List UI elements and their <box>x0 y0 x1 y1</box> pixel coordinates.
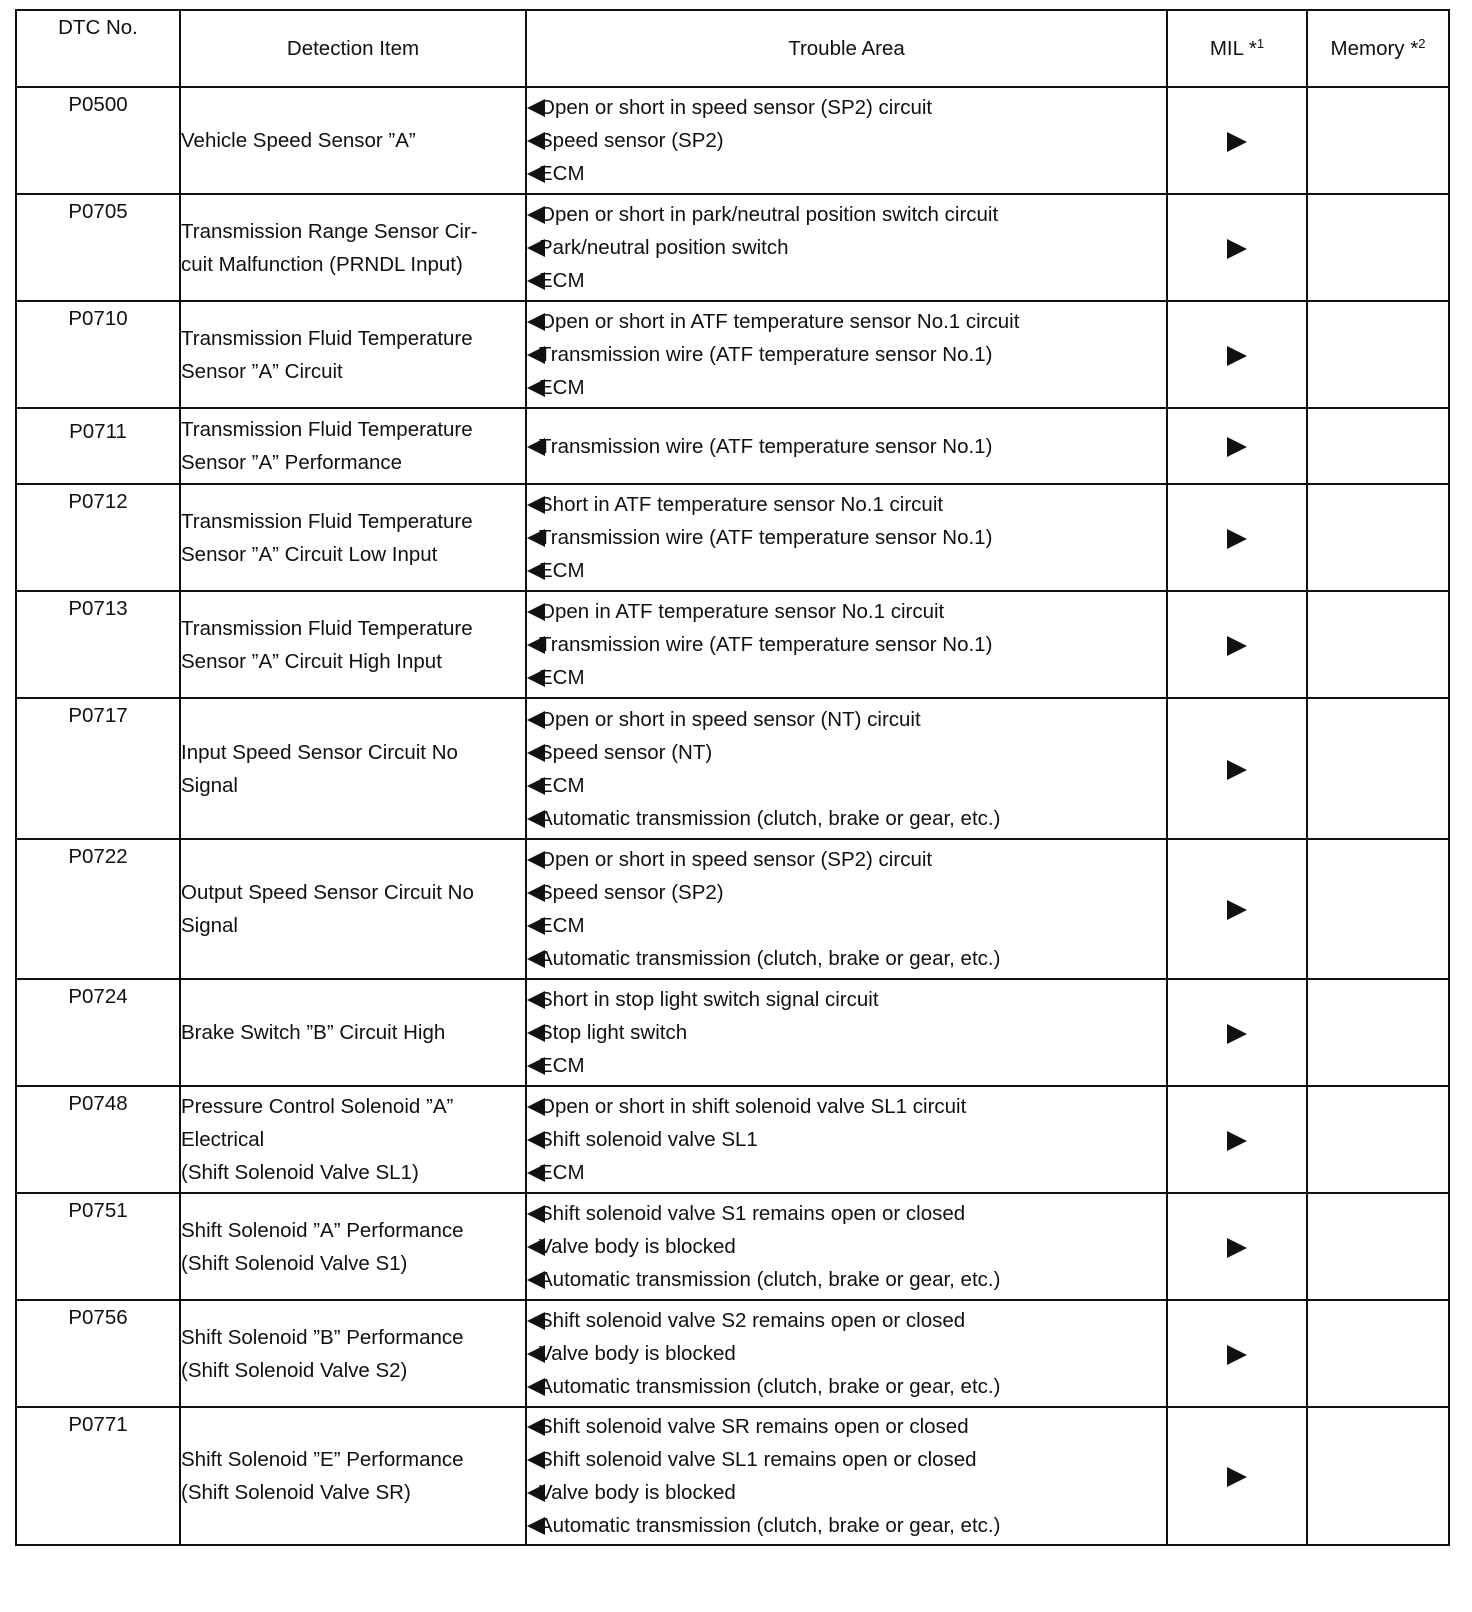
trouble-area-item <box>527 1443 1166 1476</box>
dtc-code: P0717 <box>16 698 180 839</box>
trouble-area <box>526 301 1167 408</box>
trouble-area-text: ECM <box>539 1161 585 1184</box>
trouble-area-item <box>527 769 1166 802</box>
trouble-area-item <box>527 1304 1166 1337</box>
trouble-area-item <box>527 1337 1166 1370</box>
table-row <box>16 1300 1449 1407</box>
trouble-area-item <box>527 876 1166 909</box>
detection-item-line: (Shift Solenoid Valve S1) <box>181 1251 408 1275</box>
trouble-area-item <box>527 371 1166 404</box>
memory-cell <box>1307 1193 1449 1300</box>
mil-cell <box>1167 408 1307 484</box>
detection-item-line: Transmission Fluid Temperature <box>181 326 473 350</box>
trouble-area-item <box>527 1263 1166 1296</box>
detection-item <box>180 408 526 484</box>
trouble-area-item <box>527 1509 1166 1542</box>
trouble-area-text: ECM <box>539 914 585 937</box>
memory-footnote-marker: 2 <box>1418 36 1426 51</box>
trouble-area-item <box>527 488 1166 521</box>
mil-cell <box>1167 194 1307 301</box>
detection-item-line: cuit Malfunction (PRNDL Input) <box>181 252 463 276</box>
detection-item <box>180 979 526 1086</box>
trouble-area-item <box>527 264 1166 297</box>
detection-item-line: Shift Solenoid ”A” Performance <box>181 1218 464 1242</box>
detection-item-line: Sensor ”A” Performance <box>181 451 403 474</box>
dtc-code: P0713 <box>16 591 180 698</box>
mil-cell <box>1167 1300 1307 1407</box>
mil-cell <box>1167 839 1307 979</box>
right-triangle-icon <box>1227 760 1247 780</box>
trouble-area-text: Shift solenoid valve SL1 remains open or closed <box>539 1448 977 1471</box>
table-body <box>16 87 1449 1545</box>
trouble-area-item <box>527 305 1166 338</box>
trouble-area-item <box>527 231 1166 264</box>
trouble-area-item <box>527 909 1166 942</box>
trouble-area-text: Open or short in shift solenoid valve SL1 circuit <box>539 1095 967 1118</box>
trouble-area-text: Shift solenoid valve S1 remains open or closed <box>539 1202 966 1225</box>
memory-cell <box>1307 1407 1449 1545</box>
trouble-area-item <box>527 628 1166 661</box>
detection-item <box>180 484 526 591</box>
mil-cell <box>1167 484 1307 591</box>
detection-item-line: Brake Switch ”B” Circuit High <box>181 1021 446 1044</box>
table-row <box>16 1193 1449 1300</box>
right-triangle-icon <box>1227 346 1247 366</box>
detection-item-line: Vehicle Speed Sensor ”A” <box>181 129 416 152</box>
trouble-area-item <box>527 983 1166 1016</box>
right-triangle-icon <box>1227 437 1247 457</box>
trouble-area-text: Automatic transmission (clutch, brake or gear, etc.) <box>539 1514 1001 1537</box>
trouble-area-text: Stop light switch <box>539 1021 688 1044</box>
right-triangle-icon <box>1227 1467 1247 1487</box>
right-triangle-icon <box>1227 1345 1247 1365</box>
table-row <box>16 698 1449 839</box>
header-trouble-area: Trouble Area <box>526 10 1167 87</box>
dtc-code: P0751 <box>16 1193 180 1300</box>
trouble-area-item <box>527 1410 1166 1443</box>
trouble-area-item <box>527 1370 1166 1403</box>
right-triangle-icon <box>1227 239 1247 259</box>
trouble-area-text: Open or short in speed sensor (NT) circuit <box>539 707 921 731</box>
right-triangle-icon <box>1227 529 1247 549</box>
dtc-table <box>15 9 1450 1546</box>
trouble-area-text: Park/neutral position switch <box>539 236 789 259</box>
trouble-area-text: Automatic transmission (clutch, brake or gear, etc.) <box>539 947 1001 970</box>
mil-footnote-marker: 1 <box>1256 36 1265 51</box>
trouble-area <box>526 839 1167 979</box>
trouble-area-text: Shift solenoid valve S2 remains open or closed <box>539 1309 966 1332</box>
table-row <box>16 301 1449 408</box>
detection-item-line: Transmission Fluid Temperature <box>181 509 473 533</box>
detection-item-line: Electrical <box>181 1128 265 1151</box>
dtc-code: P0711 <box>16 408 180 484</box>
detection-item <box>180 698 526 839</box>
dtc-code: P0712 <box>16 484 180 591</box>
table-row <box>16 194 1449 301</box>
detection-item <box>180 1300 526 1407</box>
trouble-area-text: ECM <box>539 162 585 185</box>
detection-item-line: Input Speed Sensor Circuit No <box>181 740 458 764</box>
dtc-code: P0705 <box>16 194 180 301</box>
trouble-area-item <box>527 843 1166 876</box>
table-header-row <box>16 10 1449 87</box>
trouble-area-text: Shift solenoid valve SL1 <box>539 1128 758 1151</box>
trouble-area-item <box>527 521 1166 554</box>
trouble-area <box>526 408 1167 484</box>
trouble-area-text: Valve body is blocked <box>539 1481 736 1504</box>
trouble-area-text: Transmission wire (ATF temperature sensor No.1) <box>539 343 993 366</box>
table-row <box>16 484 1449 591</box>
trouble-area-text: ECM <box>539 559 585 582</box>
trouble-area-text: Speed sensor (NT) <box>539 740 713 764</box>
mil-cell <box>1167 1407 1307 1545</box>
trouble-area-text: Valve body is blocked <box>539 1235 736 1258</box>
trouble-area-item <box>527 1156 1166 1189</box>
detection-item <box>180 87 526 194</box>
trouble-area-item <box>527 1476 1166 1509</box>
detection-item <box>180 301 526 408</box>
detection-item <box>180 591 526 698</box>
right-triangle-icon <box>1227 1131 1247 1151</box>
trouble-area-text: Automatic transmission (clutch, brake or gear, etc.) <box>539 806 1001 830</box>
right-triangle-icon <box>1227 1238 1247 1258</box>
dtc-code: P0710 <box>16 301 180 408</box>
right-triangle-icon <box>1227 1024 1247 1044</box>
trouble-area-text: Transmission wire (ATF temperature sensor No.1) <box>539 434 993 458</box>
detection-item-line: Signal <box>181 773 238 797</box>
trouble-area-item <box>527 1016 1166 1049</box>
mil-cell <box>1167 1086 1307 1193</box>
dtc-code: P0756 <box>16 1300 180 1407</box>
detection-item <box>180 1193 526 1300</box>
detection-item-line: Shift Solenoid ”B” Performance <box>181 1325 464 1349</box>
trouble-area-text: Speed sensor (SP2) <box>539 881 724 904</box>
detection-item-line: (Shift Solenoid Valve SL1) <box>181 1161 419 1184</box>
table-row <box>16 1086 1449 1193</box>
trouble-area-item <box>527 1230 1166 1263</box>
detection-item-line: Sensor ”A” Circuit High Input <box>181 649 442 673</box>
mil-cell <box>1167 301 1307 408</box>
memory-cell <box>1307 1300 1449 1407</box>
trouble-area-item <box>527 1090 1166 1123</box>
dtc-code: P0748 <box>16 1086 180 1193</box>
trouble-area-text: ECM <box>539 376 585 399</box>
trouble-area-item <box>527 703 1166 736</box>
detection-item-line: (Shift Solenoid Valve S2) <box>181 1358 408 1382</box>
detection-item-line: Transmission Range Sensor Cir- <box>181 219 478 243</box>
detection-item-line: Output Speed Sensor Circuit No <box>181 881 474 904</box>
table-row <box>16 979 1449 1086</box>
header-memory: Memory *$^2$ <box>1307 10 1449 87</box>
trouble-area-item <box>527 338 1166 371</box>
memory-cell <box>1307 194 1449 301</box>
memory-cell <box>1307 698 1449 839</box>
table-row <box>16 87 1449 194</box>
trouble-area <box>526 591 1167 698</box>
trouble-area-text: Open in ATF temperature sensor No.1 circuit <box>539 600 945 623</box>
trouble-area-text: ECM <box>539 269 585 292</box>
header-mil: MIL *$^1$ <box>1167 10 1307 87</box>
trouble-area-item <box>527 595 1166 628</box>
trouble-area <box>526 1300 1167 1407</box>
memory-cell <box>1307 301 1449 408</box>
trouble-area-text: ECM <box>539 666 585 689</box>
trouble-area-item <box>527 1049 1166 1082</box>
table-row <box>16 591 1449 698</box>
trouble-area-text: Short in ATF temperature sensor No.1 circuit <box>539 493 944 516</box>
mil-cell <box>1167 87 1307 194</box>
memory-cell <box>1307 408 1449 484</box>
trouble-area-text: Valve body is blocked <box>539 1342 736 1365</box>
detection-item-line: Transmission Fluid Temperature <box>181 616 473 640</box>
trouble-area-text: Open or short in ATF temperature sensor No.1 circuit <box>539 310 1020 333</box>
right-triangle-icon <box>1227 636 1247 656</box>
trouble-area <box>526 194 1167 301</box>
table-row <box>16 839 1449 979</box>
detection-item-line: Sensor ”A” Circuit Low Input <box>181 542 438 566</box>
trouble-area-item <box>527 124 1166 157</box>
memory-cell <box>1307 839 1449 979</box>
trouble-area-item <box>527 1197 1166 1230</box>
trouble-area-item <box>527 198 1166 231</box>
detection-item <box>180 194 526 301</box>
detection-item-line: Transmission Fluid Temperature <box>181 418 473 441</box>
detection-item-line: (Shift Solenoid Valve SR) <box>181 1481 411 1504</box>
table-row <box>16 408 1449 484</box>
memory-cell <box>1307 87 1449 194</box>
trouble-area-text: Transmission wire (ATF temperature sensor No.1) <box>539 526 993 549</box>
detection-item-line: Signal <box>181 914 238 937</box>
header-detection-item: Detection Item <box>180 10 526 87</box>
trouble-area-text: Open or short in park/neutral position switch circuit <box>539 203 999 226</box>
trouble-area-text: Open or short in speed sensor (SP2) circuit <box>539 848 933 871</box>
trouble-area-text: Automatic transmission (clutch, brake or gear, etc.) <box>539 1375 1001 1398</box>
trouble-area-item <box>527 736 1166 769</box>
detection-item-line: Pressure Control Solenoid ”A” <box>181 1095 454 1118</box>
trouble-area-text: Shift solenoid valve SR remains open or closed <box>539 1415 969 1438</box>
trouble-area-text: Open or short in speed sensor (SP2) circuit <box>539 96 933 119</box>
dtc-code: P0771 <box>16 1407 180 1545</box>
detection-item <box>180 1086 526 1193</box>
memory-cell <box>1307 484 1449 591</box>
mil-cell <box>1167 979 1307 1086</box>
trouble-area-item <box>527 942 1166 975</box>
trouble-area-item <box>527 91 1166 124</box>
trouble-area-item <box>527 430 1166 463</box>
trouble-area-text: ECM <box>539 1054 585 1077</box>
right-triangle-icon <box>1227 132 1247 152</box>
detection-item <box>180 839 526 979</box>
trouble-area-text: Speed sensor (SP2) <box>539 129 724 152</box>
trouble-area-text: Short in stop light switch signal circuit <box>539 988 879 1011</box>
trouble-area-item <box>527 157 1166 190</box>
trouble-area <box>526 1193 1167 1300</box>
memory-cell <box>1307 1086 1449 1193</box>
mil-cell <box>1167 698 1307 839</box>
trouble-area-item <box>527 802 1166 835</box>
trouble-area <box>526 1407 1167 1545</box>
memory-cell <box>1307 979 1449 1086</box>
trouble-area <box>526 1086 1167 1193</box>
memory-cell <box>1307 591 1449 698</box>
trouble-area <box>526 484 1167 591</box>
trouble-area-item <box>527 1123 1166 1156</box>
right-triangle-icon <box>1227 900 1247 920</box>
dtc-code: P0722 <box>16 839 180 979</box>
trouble-area-item <box>527 554 1166 587</box>
detection-item-line: Shift Solenoid ”E” Performance <box>181 1448 464 1471</box>
detection-item-line: Sensor ”A” Circuit <box>181 359 343 383</box>
trouble-area <box>526 87 1167 194</box>
table-row <box>16 1407 1449 1545</box>
mil-cell <box>1167 591 1307 698</box>
trouble-area-item <box>527 661 1166 694</box>
mil-cell <box>1167 1193 1307 1300</box>
dtc-code: P0724 <box>16 979 180 1086</box>
trouble-area-text: ECM <box>539 773 585 797</box>
trouble-area <box>526 698 1167 839</box>
trouble-area <box>526 979 1167 1086</box>
trouble-area-text: Automatic transmission (clutch, brake or gear, etc.) <box>539 1268 1001 1291</box>
trouble-area-text: Transmission wire (ATF temperature sensor No.1) <box>539 633 993 656</box>
header-dtc-no: DTC No. <box>16 10 180 87</box>
dtc-code: P0500 <box>16 87 180 194</box>
detection-item <box>180 1407 526 1545</box>
